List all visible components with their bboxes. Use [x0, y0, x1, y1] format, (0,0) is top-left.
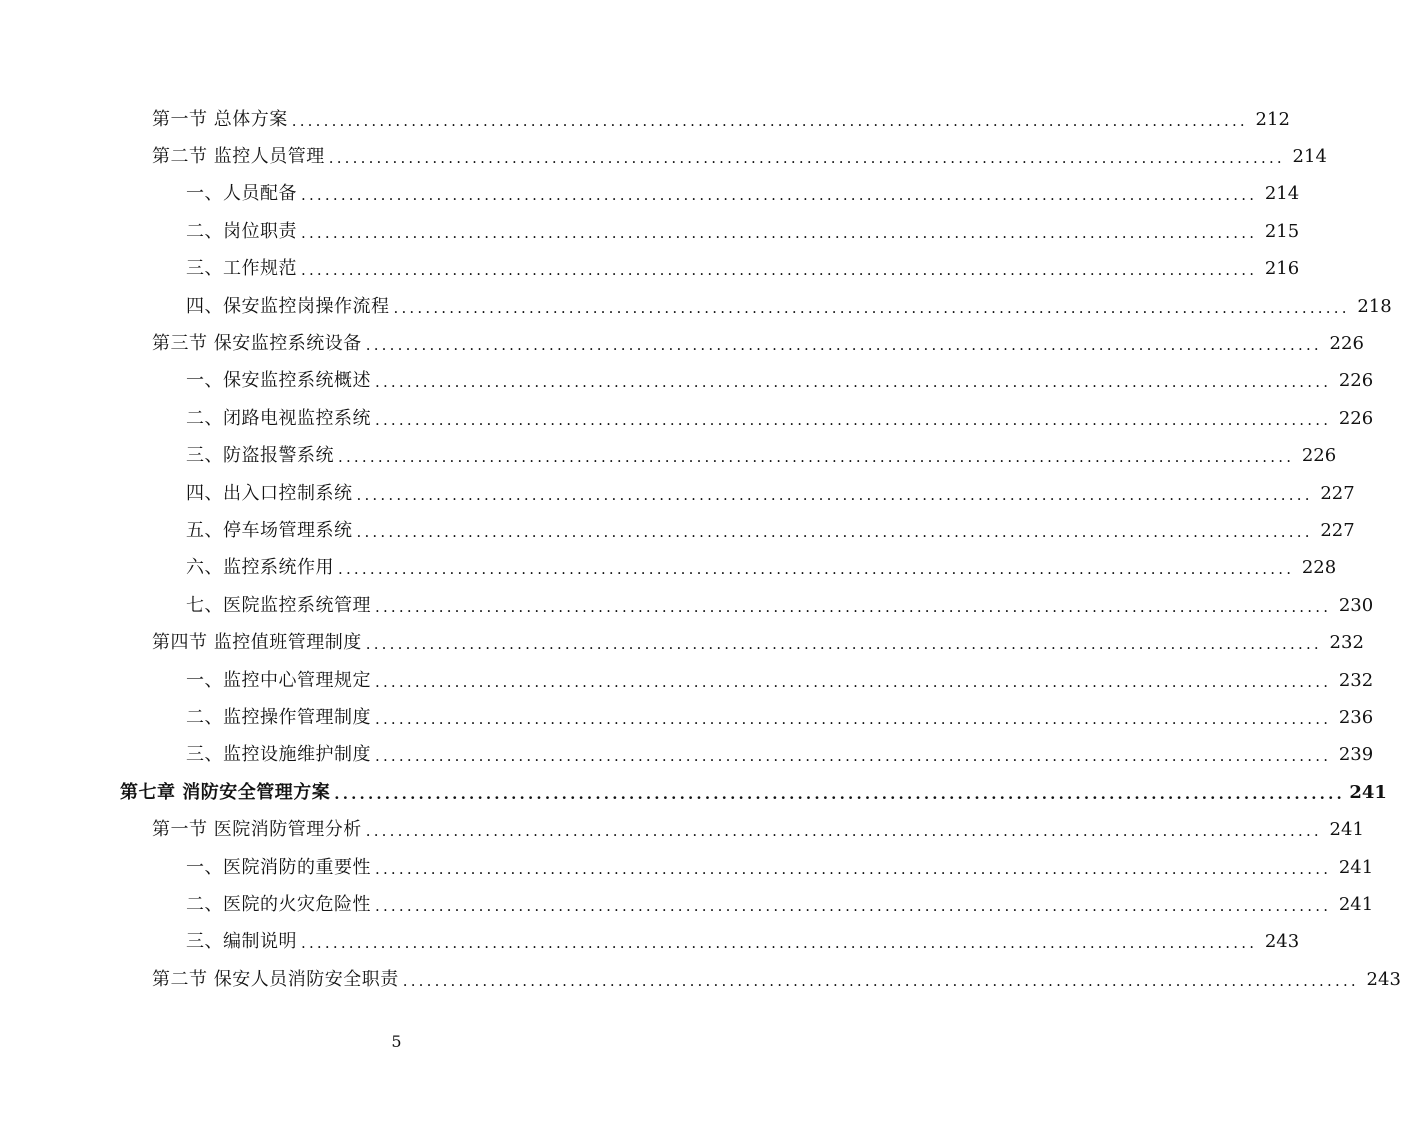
toc-entry-page: 241	[1338, 856, 1374, 878]
toc-subsection-entry[interactable]	[0, 213, 1300, 250]
toc-dot-leader: ........................................................................................................................	[375, 709, 1332, 728]
toc-entry-title: 三、编制说明	[186, 931, 297, 953]
toc-entry-title: 三、监控设施维护制度	[186, 744, 371, 766]
toc-entry-title: 第一节 医院消防管理分析	[152, 819, 362, 841]
toc-entry-page: 227	[1320, 519, 1355, 541]
toc-subsection-entry[interactable]	[0, 886, 1374, 923]
toc-entry-title: 四、保安监控岗操作流程	[186, 295, 390, 317]
toc-entry-title: 第四节 监控值班管理制度	[152, 632, 362, 654]
toc-chapter-entry[interactable]	[0, 774, 1387, 811]
toc-subsection-entry[interactable]	[0, 587, 1374, 624]
toc-subsection-entry[interactable]	[0, 849, 1374, 886]
toc-entry-page: 236	[1338, 706, 1374, 728]
toc-entry-page: 241	[1338, 893, 1374, 915]
toc-subsection-entry[interactable]	[0, 438, 1337, 475]
toc-dot-leader: ........................................................................................................................	[301, 223, 1258, 242]
toc-dot-leader: ........................................................................................................................	[375, 672, 1332, 691]
toc-entry-title: 二、岗位职责	[186, 220, 297, 242]
toc-entry-page: 226	[1301, 445, 1337, 467]
toc-entry-title: 二、医院的火灾危险性	[186, 893, 371, 915]
toc-subsection-entry[interactable]	[0, 662, 1374, 699]
toc-entry-page: 216	[1264, 258, 1300, 280]
toc-dot-leader: ........................................................................................................................	[375, 597, 1332, 616]
toc-entry-page: 230	[1338, 594, 1374, 616]
table-of-contents	[0, 101, 1401, 998]
toc-entry-page: 226	[1338, 370, 1374, 392]
toc-subsection-entry[interactable]	[0, 512, 1355, 549]
toc-entry-page: 243	[1366, 968, 1401, 990]
toc-entry-title: 第一节 总体方案	[152, 108, 288, 130]
toc-section-entry[interactable]	[0, 961, 1401, 998]
toc-entry-title: 三、防盗报警系统	[186, 445, 334, 467]
toc-section-entry[interactable]	[0, 811, 1364, 848]
toc-entry-title: 一、监控中心管理规定	[186, 669, 371, 691]
toc-dot-leader: ........................................................................................................................	[338, 560, 1295, 579]
toc-dot-leader: ........................................................................................................................	[356, 485, 1313, 504]
toc-section-entry[interactable]	[0, 138, 1327, 175]
toc-entry-page: 228	[1301, 557, 1337, 579]
toc-dot-leader: ........................................................................................................................	[402, 971, 1359, 990]
toc-dot-leader: ........................................................................................................................	[301, 186, 1258, 205]
toc-entry-title: 一、保安监控系统概述	[186, 370, 371, 392]
toc-dot-leader: ........................................................................................................................	[365, 822, 1322, 841]
toc-entry-title: 一、医院消防的重要性	[186, 856, 371, 878]
toc-dot-leader: ........................................................................................................................	[375, 859, 1332, 878]
toc-subsection-entry[interactable]	[0, 737, 1374, 774]
toc-entry-title: 三、工作规范	[186, 258, 297, 280]
toc-entry-title: 第二节 保安人员消防安全职责	[152, 968, 399, 990]
toc-entry-title: 六、监控系统作用	[186, 557, 334, 579]
toc-entry-page: 214	[1264, 183, 1300, 205]
toc-dot-leader: ........................................................................................................................	[365, 336, 1322, 355]
toc-subsection-entry[interactable]	[0, 550, 1337, 587]
toc-entry-page: 212	[1255, 108, 1290, 130]
toc-subsection-entry[interactable]	[0, 475, 1355, 512]
toc-entry-page: 232	[1338, 669, 1374, 691]
toc-section-entry[interactable]	[0, 624, 1364, 661]
toc-entry-title: 第三节 保安监控系统设备	[152, 333, 362, 355]
toc-subsection-entry[interactable]	[0, 251, 1300, 288]
toc-dot-leader: ........................................................................................................................	[301, 934, 1258, 953]
toc-dot-leader: ........................................................................................................................	[375, 896, 1332, 915]
toc-dot-leader: ........................................................................................................................	[334, 784, 1345, 803]
toc-entry-page: 241	[1349, 781, 1387, 803]
toc-subsection-entry[interactable]	[0, 400, 1374, 437]
toc-entry-page: 215	[1264, 220, 1300, 242]
toc-dot-leader: ........................................................................................................................	[365, 635, 1322, 654]
toc-dot-leader: ........................................................................................................................	[356, 522, 1313, 541]
toc-dot-leader: ........................................................................................................................	[338, 448, 1295, 467]
toc-subsection-entry[interactable]	[0, 288, 1392, 325]
toc-entry-page: 214	[1292, 146, 1327, 168]
toc-entry-title: 五、停车场管理系统	[186, 519, 353, 541]
toc-dot-leader: ........................................................................................................................	[291, 111, 1248, 130]
toc-entry-page: 243	[1264, 931, 1300, 953]
toc-entry-title: 第七章 消防安全管理方案	[120, 781, 331, 803]
toc-dot-leader: ........................................................................................................................	[301, 261, 1258, 280]
toc-dot-leader: ........................................................................................................................	[375, 747, 1332, 766]
toc-entry-title: 二、监控操作管理制度	[186, 706, 371, 728]
toc-dot-leader: ........................................................................................................................	[375, 373, 1332, 392]
toc-section-entry[interactable]	[0, 101, 1290, 138]
toc-subsection-entry[interactable]	[0, 699, 1374, 736]
toc-entry-title: 四、出入口控制系统	[186, 482, 353, 504]
toc-entry-page: 226	[1329, 333, 1364, 355]
toc-entry-title: 七、医院监控系统管理	[186, 594, 371, 616]
toc-entry-title: 第二节 监控人员管理	[152, 146, 325, 168]
toc-entry-title: 一、人员配备	[186, 183, 297, 205]
toc-dot-leader: ........................................................................................................................	[328, 149, 1285, 168]
toc-entry-title: 二、闭路电视监控系统	[186, 407, 371, 429]
toc-subsection-entry[interactable]	[0, 176, 1300, 213]
toc-entry-page: 226	[1338, 407, 1374, 429]
toc-entry-page: 218	[1357, 295, 1392, 317]
toc-entry-page: 239	[1338, 744, 1374, 766]
toc-entry-page: 227	[1320, 482, 1355, 504]
toc-subsection-entry[interactable]	[0, 924, 1300, 961]
toc-subsection-entry[interactable]	[0, 363, 1374, 400]
toc-section-entry[interactable]	[0, 325, 1364, 362]
toc-entry-page: 232	[1329, 632, 1364, 654]
toc-dot-leader: ........................................................................................................................	[375, 410, 1332, 429]
toc-dot-leader: ........................................................................................................................	[393, 298, 1350, 317]
toc-entry-page: 241	[1329, 819, 1364, 841]
page-number: 5	[391, 1032, 402, 1051]
